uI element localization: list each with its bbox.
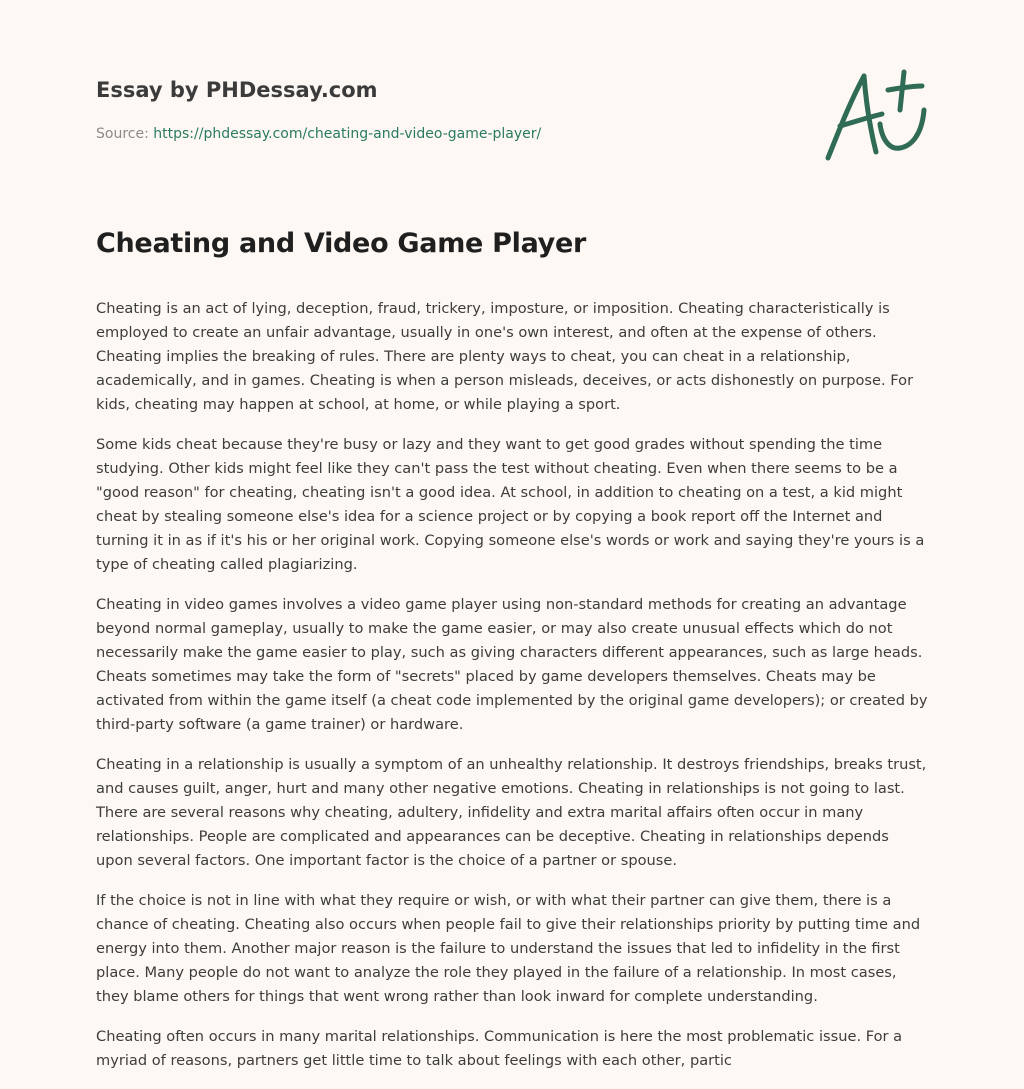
paragraph: Cheating often occurs in many marital relationships. Communication is here the most problematic issue. For a myriad of reasons, partners get little time to talk about feelings with each other, partic (96, 1028, 903, 1069)
paragraph: If the choice is not in line with what they require or wish, or with what their partner can give them, there is a chance of cheating. Cheating also occurs when people fail to give their relationships priority by putting time and energy into them. Another major reason is the failure to understand the issues that led to infidelity in the first place. Many people do not want to analyze the role they played in the failure of a relationship. In most cases, they blame others for things that went wrong rather than look inward for complete understanding. (96, 892, 921, 1005)
paragraph: Some kids cheat because they're busy or lazy and they want to get good grades without spending the time studying. Other kids might feel like they can't pass the test without cheating. Even when there seems to be a "good reason" for cheating, cheating isn't a good idea. At school, in addition to cheating on a test, a kid might cheat by stealing someone else's idea for a science project or by copying a book report off the Internet and turning it in as if it's his or her original work. Copying someone else's words or work and saying they're yours is a type of cheating called plagiarizing. (96, 436, 925, 573)
paragraph: Cheating in a relationship is usually a symptom of an unhealthy relationship. It destroys friendships, breaks trust, and causes guilt, anger, hurt and many other negative emotions. Cheating in relationships is not going to last. There are several reasons why cheating, adultery, infidelity and extra marital affairs often occur in many relationships. People are complicated and appearances can be deceptive. Cheating in relationships depends upon several factors. One important factor is the choice of a partner or spouse. (96, 756, 927, 869)
source-line (96, 124, 796, 144)
source-label: Source: (96, 126, 154, 142)
essay-title: Cheating and Video Game Player (96, 228, 586, 259)
source-link[interactable]: https://phdessay.com/cheating-and-video-game-player/ (153, 126, 542, 142)
paragraph: Cheating in video games involves a video game player using non-standard methods for creating an advantage beyond normal gameplay, usually to make the game easier, or may also create unusual effects which do not necessarily make the game easier to play, such as giving characters different appearances, such as large heads. Cheats sometimes may take the form of "secrets" placed by game developers themselves. Cheats may be activated from within the game itself (a cheat code implemented by the original game developers); or created by third-party software (a game trainer) or hardware. (96, 596, 928, 733)
document-header (96, 74, 796, 144)
a-plus-logo-icon (818, 66, 930, 166)
essay-body (96, 222, 928, 1089)
paragraph: Cheating is an act of lying, deception, fraud, trickery, imposture, or imposition. Cheating characteristically is employed to create an unfair advantage, usually in one's own interest, and often at the expense of others. Cheating implies the breaking of rules. There are plenty ways to cheat, you can cheat in a relationship, academically, and in games. Cheating is when a person misleads, deceives, or acts dishonestly on purpose. For kids, cheating may happen at school, at home, or while playing a sport. (96, 300, 914, 413)
brand-title: Essay by PHDessay.com (96, 78, 378, 102)
